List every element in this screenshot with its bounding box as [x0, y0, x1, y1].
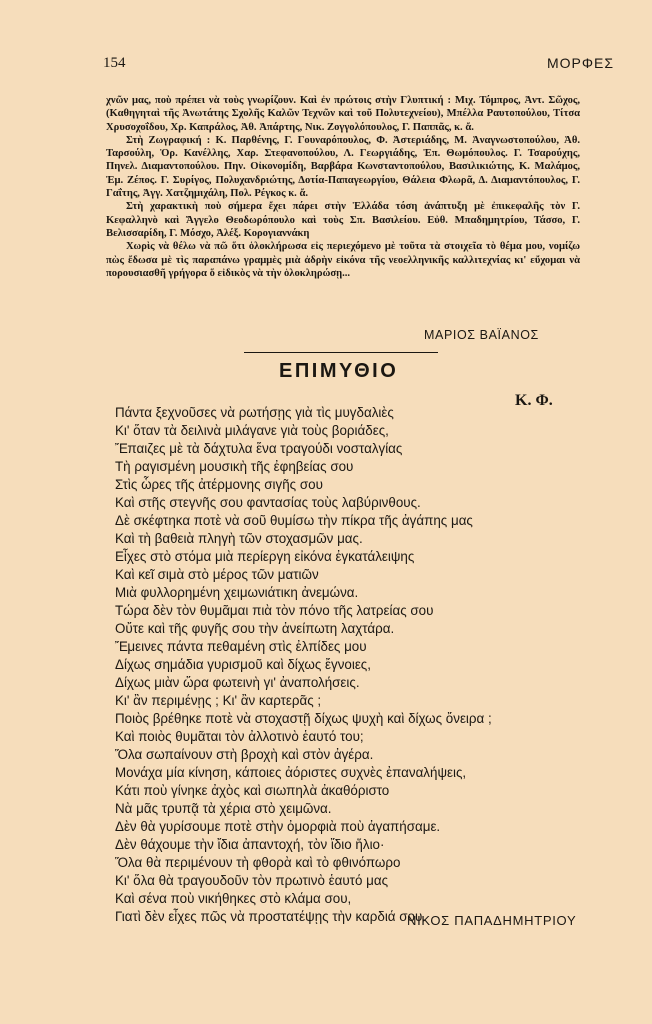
- article-paragraph: Στὴ χαρακτικὴ ποὺ σήμερα ἔχει πάρει στὴν Ἑλλάδα τόση ἀνάπτυξη μὲ ἐπικεφαλῆς τὸν Γ. Κεφαλληνὸ καὶ Ἄγγελο Θεοδωρόπουλο καὶ τοὺς Σπ. Βασιλείου. Εὐθ. Μπαδημητρίου, Τάσσο, Γ. Βελισσαρίδη, Γ. Μόσχο, Ἀλέξ. Κορογιαννάκη: [106, 201, 580, 239]
- section-divider: [244, 352, 438, 353]
- poem-line: Πάντα ξεχνοῦσες νὰ ρωτήσῃς γιὰ τὶς μυγδαλιὲς: [115, 405, 394, 420]
- article-text: [106, 94, 580, 280]
- poem-line: Γιατὶ δὲν εἶχες πῶς νὰ προστατέψῃς τὴν καρδιά σου.: [115, 908, 427, 924]
- poem-line: Δὲν θὰ γυρίσουμε ποτὲ στὴν ὀμορφιὰ ποὺ ἀγαπήσαμε.: [115, 818, 441, 834]
- poem-author: ΝΙΚΟΣ ΠΑΠΑΔΗΜΗΤΡΙΟΥ: [407, 913, 577, 928]
- article-signature: ΜΑΡΙΟΣ ΒΑΪΑΝΟΣ: [424, 328, 539, 342]
- poem-line: Νὰ μᾶς τρυπᾷ τὰ χέρια στὸ χειμῶνα.: [115, 800, 332, 816]
- poem-body: [115, 404, 492, 926]
- poem-title: ΕΠΙΜΥΘΙΟ: [279, 360, 399, 382]
- poem-line: Ὅλα θὰ περιμένουν τὴ φθορὰ καὶ τὸ φθινόπωρο: [115, 854, 401, 870]
- poem-line: Στὶς ὧρες τῆς ἀτέρμονης σιγῆς σου: [115, 476, 323, 492]
- poem-line: Τὴ ραγισμένη μουσικὴ τῆς ἐφηβείας σου: [115, 458, 354, 474]
- poem-line: Δὲ σκέφτηκα ποτὲ νὰ σοῦ θυμίσω τὴν πίκρα τῆς ἀγάπης μας: [115, 512, 473, 528]
- poem-line: Ἔπαιζες μὲ τὰ δάχτυλα ἕνα τραγούδι νοσταλγίας: [115, 440, 403, 456]
- poem-line: Μονάχα μία κίνηση, κάποιες ἀόριστες συχνὲς ἐπαναλήψεις,: [115, 764, 467, 780]
- poem-line: Μιὰ φυλλορημένη χειμωνιάτικη ἀνεμώνα.: [115, 584, 359, 600]
- poem-line: Εἶχες στὸ στόμα μιὰ περίεργη εἰκόνα ἐγκατάλειψης: [115, 548, 415, 564]
- page-number: 154: [103, 55, 126, 71]
- poem-line: Δὲν θάχουμε τὴν ἴδια ἀπαντοχή, τὸν ἴδιο ἥλιο·: [115, 836, 385, 852]
- poem-line: Καὶ ποιὸς θυμᾶται τὸν ἀλλοτινὸ ἑαυτό του;: [115, 728, 364, 744]
- poem-line: Ἔμεινες πάντα πεθαμένη στὶς ἐλπίδες μου: [115, 638, 367, 654]
- poem-line: Κάτι ποὺ γίνηκε ἀχὸς καὶ σιωπηλὰ ἀκαθόριστο: [115, 782, 390, 798]
- running-title: ΜΟΡΦΕΣ: [547, 55, 615, 71]
- poem-line: Καὶ στῆς στεγνῆς σου φαντασίας τοὺς λαβύρινθους.: [115, 494, 421, 510]
- article-paragraph: Χωρὶς νὰ θέλω νὰ πῶ ὅτι ὁλοκλήρωσα εἰς περιεχόμενο μὲ τοῦτα τὰ στοιχεῖα τὸ θέμα μου, νομίζω πὼς ἔδωσα μὲ τὶς παραπάνω γραμμὲς μιὰ ἀδρὴν εἰκόνα τῆς νεοελληνικῆς καλλιτεχνίας κι' εὔχομαι νὰ πορουσιασθῆ γρήγορα ὅ εἰδικὸς νὰ τὴν ὁλοκληρώσῃ...: [106, 241, 580, 279]
- poem-line: Ποιὸς βρέθηκε ποτὲ νὰ στοχαστῇ δίχως ψυχὴ καὶ δίχως ὄνειρα ;: [115, 710, 492, 726]
- poem-line: Καὶ σένα ποὺ νικήθηκες στὸ κλάμα σου,: [115, 890, 352, 906]
- poem-line: Δίχως σημάδια γυρισμοῦ καὶ δίχως ἔγνοιες,: [115, 656, 371, 672]
- poem-dedication-initials: Κ. Φ.: [515, 392, 553, 409]
- poem-line: Δίχως μιὰν ὥρα φωτεινὴ γι' ἀναπολήσεις.: [115, 674, 360, 690]
- poem-line: Οὔτε καὶ τῆς φυγῆς σου τὴν ἀνείπωτη λαχτάρα.: [115, 620, 395, 636]
- poem-line: Κι' ὅλα θὰ τραγουδοῦν τὸν πρωτινὸ ἑαυτό μας: [115, 872, 389, 888]
- poem-line: Καὶ κεῖ σιμὰ στὸ μέρος τῶν ματιῶν: [115, 566, 319, 582]
- poem-line: Κι' ἂν περιμένῃς ; Κι' ἂν καρτερᾶς ;: [115, 692, 322, 708]
- poem-line: Τώρα δὲν τὸν θυμᾶμαι πιὰ τὸν πόνο τῆς λατρείας σου: [115, 602, 434, 618]
- poem-line: Ὅλα σωπαίνουν στὴ βροχὴ καὶ στὸν ἀγέρα.: [115, 746, 374, 762]
- poem-line: Κι' ὅταν τὰ δειλινὰ μιλάγανε γιὰ τοὺς βοριάδες,: [115, 422, 389, 438]
- poem-line: Καὶ τὴ βαθειὰ πληγὴ τῶν στοχασμῶν μας.: [115, 530, 363, 546]
- article-paragraph: χνῶν μας, ποὺ πρέπει νὰ τοὺς γνωρίζουν. Καὶ ἐν πρώτοις στὴν Γλυπτική : Μιχ. Τόμπρος, Ἀντ. Σῶχος, (Καθηγηταὶ τῆς Ἀνωτάτης Σχολῆς Καλῶν Τεχνῶν καὶ τοῦ Πολυτεχνείου), Μπέλλα Ραυτοπούλου, Τίτσα Χρυσοχοΐδου, Χρ. Καπράλος, Ἀθ. Ἀπάρτης, Νικ. Ζογγολόπουλος, Γ. Παππᾶς, κ. ἄ.: [106, 95, 580, 133]
- article-paragraph: Στὴ Ζωγραφική : Κ. Παρθένης, Γ. Γουναρόπουλος, Φ. Ἀστεριάδης, Μ. Ἀναγνωστοπούλου, Ἀθ. Ταρσούλη, Ὀρ. Κανέλλης, Χαρ. Στεφανοπούλου, Λ. Γεωργιάδης, Ἐπ. Θωμόπουλος. Γ. Τσαρούχης, Πηνελ. Διαμαντοπούλου. Πην. Οἰκονομίδη, Βαρβάρα Κωνσταντοπούλου, Βασιλικιώτης, Κ. Μαλάμος, Ἐμ. Ζέπος. Γ. Συρίγος, Πολυχανδριώτης, Δοτία-Παπαγεωργίου, Θάλεια Φλωρᾶ, Δ. Διαμαντόπουλος, Γ. Γαΐτης, Ἀγγ. Χατζημιχάλη, Πολ. Ρέγκος κ. ἄ.: [106, 134, 580, 200]
